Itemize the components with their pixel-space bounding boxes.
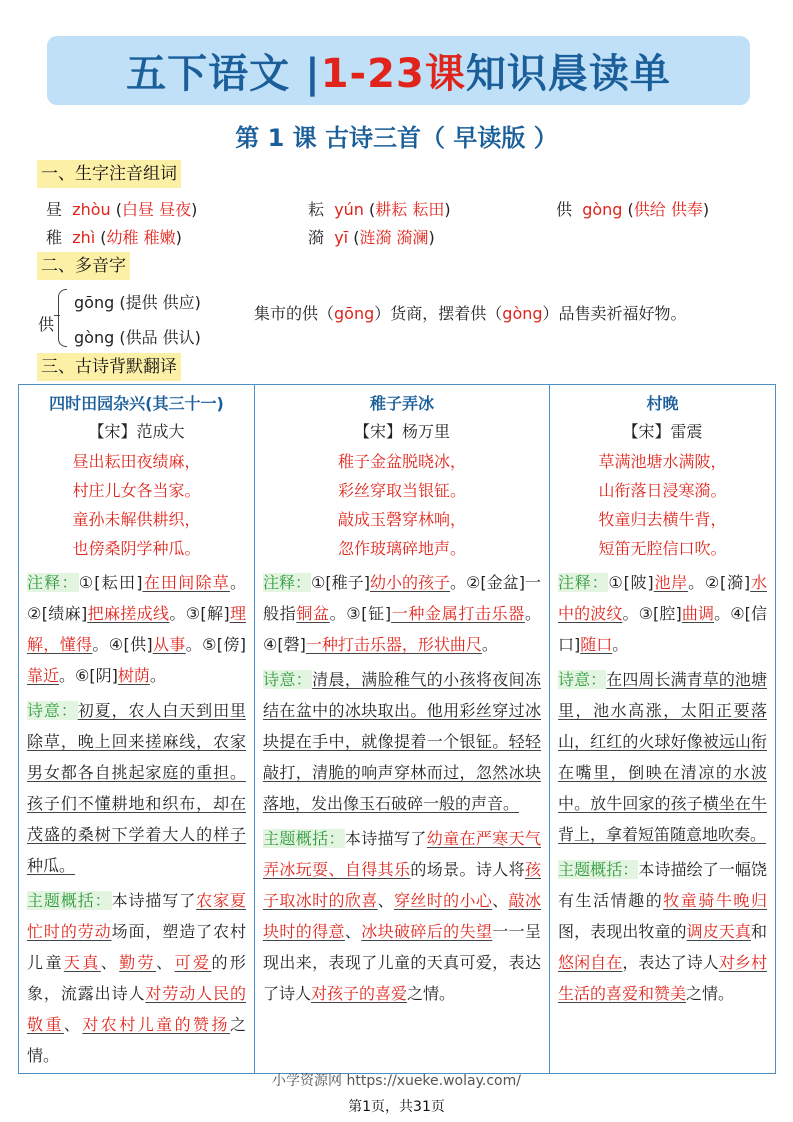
poem-line: 童孙未解供耕织， — [72, 510, 201, 529]
poem-line: 短笛无腔信口吹。 — [598, 539, 727, 558]
poem-line: 昼出耘田夜绩麻， — [72, 452, 201, 471]
poem-title: 稚子弄冰 — [369, 394, 434, 413]
page-number: 第1页，共31页 — [348, 1099, 445, 1115]
poem-line: 山衔落日浸寒漪。 — [598, 481, 727, 500]
poem-column — [19, 385, 255, 1073]
poem-notes: 注释：①[稚子]幼小的孩子。②[金盆]一般指铜盆。③[钲]一种金属打击乐器。④[磬]一种打击乐器，形状曲尺。 — [263, 573, 541, 654]
watermark: 小学资源网 https://xueke.wolay.com/ — [272, 1073, 521, 1089]
lesson-title: 第 1 课 古诗三首（ 早读版 ） — [235, 124, 558, 152]
polyphone-char: 供 — [38, 315, 55, 334]
brace-tip — [54, 315, 60, 316]
vocab-item: 稚 zhì (幼稚 稚嫩) — [46, 228, 182, 247]
vocab-item: 昼 zhòu (白昼 昼夜) — [46, 200, 198, 219]
poem-meaning: 诗意：清晨，满脸稚气的小孩将夜间冻结在盆中的冰块取出。他用彩丝穿过冰块提在手中，就像提着一个银钲。轻轻敲打，清脆的响声穿林而过，忽然冰块落地，发出像玉石破碎一般的声音。 — [263, 670, 541, 813]
poem-line: 草满池塘水满陂， — [598, 452, 727, 471]
poem-title: 四时田园杂兴(其三十一) — [49, 394, 224, 413]
poem-theme: 主题概括：本诗描写了农家夏忙时的劳动场面，塑造了农村儿童天真、勤劳、可爱的形象，流露出诗人对劳动人民的敬重、对农村儿童的赞扬之情。 — [27, 891, 246, 1065]
polyphone-reading: gòng (供品 供认) — [74, 328, 201, 347]
title-part-1: 五下语文 | — [126, 51, 321, 97]
poem-notes: 注释：①[陂]池岸。②[漪]水中的波纹。③[腔]曲调。④[信口]随口。 — [558, 573, 767, 654]
poem-line: 村庄儿女各当家。 — [72, 481, 201, 500]
poem-theme: 主题概括：本诗描写了幼童在严寒天气弄冰玩耍、自得其乐的场景。诗人将孩子取冰时的欣喜、穿丝时的小心、敲冰块时的得意、冰块破碎后的失望一一呈现出来，表现了儿童的天真可爱，表达了诗人对孩子的喜爱之情。 — [263, 829, 541, 1003]
poem-title: 村晚 — [646, 394, 679, 413]
section-heading-poems: 三、古诗背默翻译 — [37, 353, 181, 381]
poem-author: 【宋】杨万里 — [353, 422, 450, 441]
poem-table — [18, 384, 776, 1074]
polyphone-sentence: 集市的供（gōng）货商，摆着供（gòng）品售卖祈福好物。 — [254, 304, 687, 323]
polyphone-reading: gōng (提供 供应) — [74, 293, 201, 312]
poem-line: 也傍桑阴学种瓜。 — [72, 539, 201, 558]
poem-column — [255, 385, 550, 1073]
section-heading-vocab: 一、生字注音组词 — [37, 160, 181, 188]
poem-line: 敲成玉磬穿林响， — [337, 510, 466, 529]
poem-line: 彩丝穿取当银钲。 — [337, 481, 466, 500]
poem-line: 忽作玻璃碎地声。 — [337, 539, 466, 558]
section-heading-polyphone: 二、多音字 — [37, 252, 130, 280]
vocab-item: 漪 yī (涟漪 漪澜) — [308, 228, 435, 247]
title-part-3: 知识晨读单 — [465, 51, 671, 97]
title-part-2: 1-23课 — [320, 51, 466, 97]
vocab-item: 耘 yún (耕耘 耘田) — [308, 200, 451, 219]
title-banner — [47, 36, 750, 105]
poem-meaning: 诗意：在四周长满青草的池塘里，池水高涨，太阳正要落山，红红的火球好像被远山衔在嘴里，倒映在清凉的水波中。放牛回家的孩子横坐在牛背上，拿着短笛随意地吹奏。 — [558, 670, 767, 844]
poem-meaning: 诗意：初夏，农人白天到田里除草，晚上回来搓麻线，农家男女都各自挑起家庭的重担。孩子们不懂耕地和织布，却在茂盛的桑树下学着大人的样子种瓜。 — [27, 701, 246, 875]
poem-author: 【宋】范成大 — [88, 422, 185, 441]
poem-notes: 注释：①[耘田]在田间除草。②[绩麻]把麻搓成线。③[解]理解，懂得。④[供]从事。⑤[傍]靠近。⑥[阴]树荫。 — [27, 573, 246, 685]
poem-line: 牧童归去横牛背， — [598, 510, 727, 529]
vocab-item: 供 gòng (供给 供奉) — [556, 200, 710, 219]
poem-theme: 主题概括：本诗描绘了一幅饶有生活情趣的牧童骑牛晚归图，表现出牧童的调皮天真和悠闲自在，表达了诗人对乡村生活的喜爱和赞美之情。 — [558, 860, 767, 1003]
poem-column — [550, 385, 775, 1073]
poem-line: 稚子金盆脱晓冰， — [337, 452, 466, 471]
brace — [58, 289, 67, 347]
poem-author: 【宋】雷震 — [622, 422, 703, 441]
